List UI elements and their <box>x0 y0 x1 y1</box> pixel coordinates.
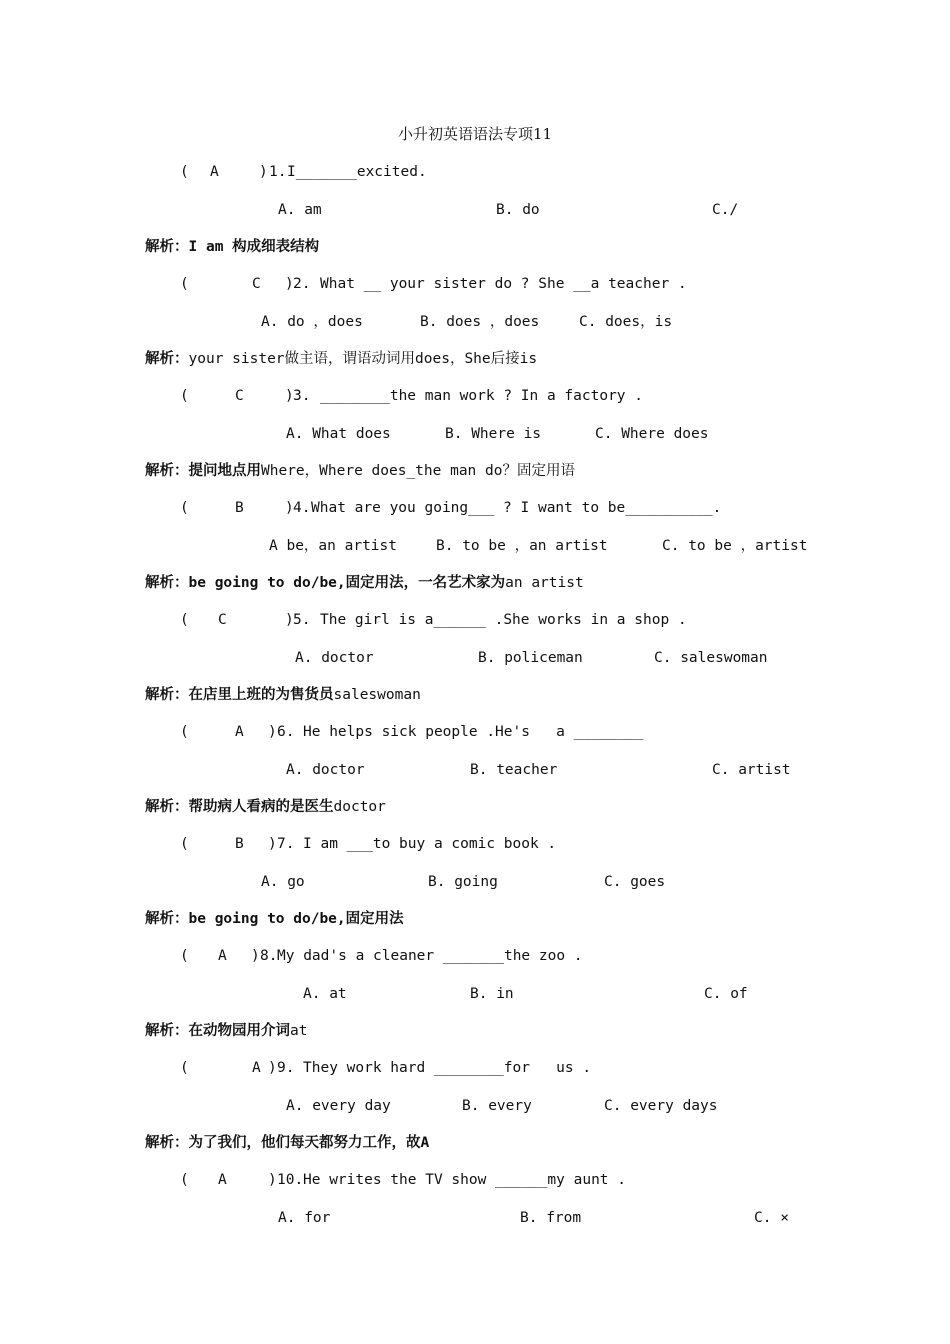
explanation-label: 解析： <box>145 1135 189 1151</box>
explanation-bold: I am 构成细表结构 <box>188 239 320 255</box>
question-text: I_______excited. <box>287 164 427 180</box>
question-close-paren: ) <box>268 1060 277 1076</box>
question-open-paren: ( <box>180 612 189 628</box>
option-c: C. artist <box>712 762 791 778</box>
option-c: C. every days <box>604 1098 718 1114</box>
option-a: A. go <box>261 874 305 890</box>
question-number: 10. <box>277 1172 304 1188</box>
question-close-paren: ) <box>268 836 277 852</box>
explanation <box>145 574 584 592</box>
question-answer: B <box>235 836 244 852</box>
question-text: The girl is a______ .She works in a shop . <box>320 612 687 628</box>
question-answer: C <box>218 612 227 628</box>
question-text: What __ your sister do ? She __a teacher . <box>320 276 687 292</box>
question-answer: B <box>235 500 244 516</box>
explanation-label: 解析： <box>145 911 189 927</box>
question-close-paren: ) <box>259 164 268 180</box>
option-b: B. do <box>496 202 540 218</box>
question-number: 3. <box>293 388 311 404</box>
option-b: B. does ，does <box>420 314 540 330</box>
option-a: A. doctor <box>286 762 365 778</box>
explanation-label: 解析： <box>145 575 189 591</box>
question-open-paren: ( <box>180 948 189 964</box>
question-number: 2. <box>293 276 311 292</box>
explanation <box>145 462 575 480</box>
question-number: 7. <box>277 836 295 852</box>
explanation <box>145 798 386 816</box>
question-open-paren: ( <box>180 724 189 740</box>
question-answer: A <box>252 1060 261 1076</box>
explanation-bold: be going to do/be,固定用法，一名艺术家为 <box>188 575 506 591</box>
explanation-label: 解析： <box>145 687 189 703</box>
question-text: ________the man work ? In a factory . <box>320 388 644 404</box>
explanation-bold: 为了我们，他们每天都努力工作，故A <box>188 1135 430 1151</box>
option-b: B. policeman <box>478 650 583 666</box>
question-text: He writes the TV show ______my aunt . <box>303 1172 627 1188</box>
page-title: 小升初英语语法专项11 <box>397 125 553 143</box>
question-number: 5. <box>293 612 311 628</box>
question-number: 4. <box>293 500 311 516</box>
question-answer: A <box>210 164 219 180</box>
question-number: 8. <box>260 948 278 964</box>
explanation <box>145 686 421 704</box>
explanation-label: 解析： <box>145 799 189 815</box>
explanation-bold: 在动物园用介词 <box>188 1023 290 1039</box>
question-number: 1. <box>269 164 287 180</box>
question-number: 6. <box>277 724 295 740</box>
option-a: A. do ，does <box>261 314 363 330</box>
option-b: B. teacher <box>470 762 558 778</box>
option-a: A be，an artist <box>269 538 397 554</box>
question-close-paren: ) <box>285 388 294 404</box>
question-close-paren: ) <box>268 724 277 740</box>
option-c: C. Where does <box>595 426 709 442</box>
option-c: C. does，is <box>579 314 673 330</box>
question-text: They work hard ________for us . <box>303 1060 592 1076</box>
question-open-paren: ( <box>180 388 189 404</box>
option-a: A. am <box>278 202 322 218</box>
option-a: A. for <box>278 1210 331 1226</box>
question-answer: A <box>218 1172 227 1188</box>
option-b: B. in <box>470 986 514 1002</box>
option-b: B. Where is <box>445 426 542 442</box>
question-open-paren: ( <box>180 500 189 516</box>
explanation-tail: at <box>290 1023 308 1039</box>
option-c: C./ <box>712 202 739 218</box>
option-a: A. doctor <box>295 650 374 666</box>
explanation-bold: be going to do/be,固定用法 <box>188 911 404 927</box>
option-b: B. to be ，an artist <box>436 538 608 554</box>
explanation <box>145 910 404 928</box>
question-close-paren: ) <box>268 1172 277 1188</box>
option-c: C. of <box>704 986 748 1002</box>
explanation-tail: an artist <box>505 575 584 591</box>
option-a: A. every day <box>286 1098 391 1114</box>
question-answer: A <box>218 948 227 964</box>
question-answer: C <box>252 276 261 292</box>
explanation-bold: 帮助病人看病的是医生 <box>188 799 334 815</box>
question-number: 9. <box>277 1060 295 1076</box>
question-close-paren: ) <box>285 500 294 516</box>
option-c: C. to be ，artist <box>662 538 808 554</box>
explanation <box>145 238 319 256</box>
question-close-paren: ) <box>285 612 294 628</box>
question-open-paren: ( <box>180 1060 189 1076</box>
explanation-tail: your sister做主语，谓语动词用does，She后接is <box>188 351 538 367</box>
question-open-paren: ( <box>180 836 189 852</box>
question-close-paren: ) <box>285 276 294 292</box>
explanation-label: 解析： <box>145 239 189 255</box>
question-text: I am ___to buy a comic book . <box>303 836 557 852</box>
question-open-paren: ( <box>180 1172 189 1188</box>
explanation-label: 解析： <box>145 351 189 367</box>
option-b: B. every <box>462 1098 532 1114</box>
question-answer: C <box>235 388 244 404</box>
option-c: C. × <box>754 1210 789 1226</box>
question-text: My dad's a cleaner _______the zoo . <box>277 948 583 964</box>
option-a: A. at <box>303 986 347 1002</box>
question-open-paren: ( <box>180 164 189 180</box>
explanation-tail: doctor <box>333 799 386 815</box>
option-c: C. saleswoman <box>654 650 768 666</box>
explanation-tail: saleswoman <box>333 687 421 703</box>
question-text: He helps sick people .He's a ________ <box>303 724 644 740</box>
option-c: C. goes <box>604 874 666 890</box>
option-b: B. going <box>428 874 498 890</box>
option-b: B. from <box>520 1210 582 1226</box>
option-a: A. What does <box>286 426 391 442</box>
explanation <box>145 350 537 368</box>
explanation-label: 解析： <box>145 463 189 479</box>
question-answer: A <box>235 724 244 740</box>
question-close-paren: ) <box>251 948 260 964</box>
explanation-tail: Where，Where does_the man do？固定用语 <box>261 463 575 479</box>
explanation <box>145 1022 307 1040</box>
question-text: What are you going___ ? I want to be__________. <box>311 500 722 516</box>
question-open-paren: ( <box>180 276 189 292</box>
explanation-label: 解析： <box>145 1023 189 1039</box>
explanation <box>145 1134 429 1152</box>
explanation-bold: 提问地点用 <box>188 463 261 479</box>
explanation-bold: 在店里上班的为售货员 <box>188 687 334 703</box>
